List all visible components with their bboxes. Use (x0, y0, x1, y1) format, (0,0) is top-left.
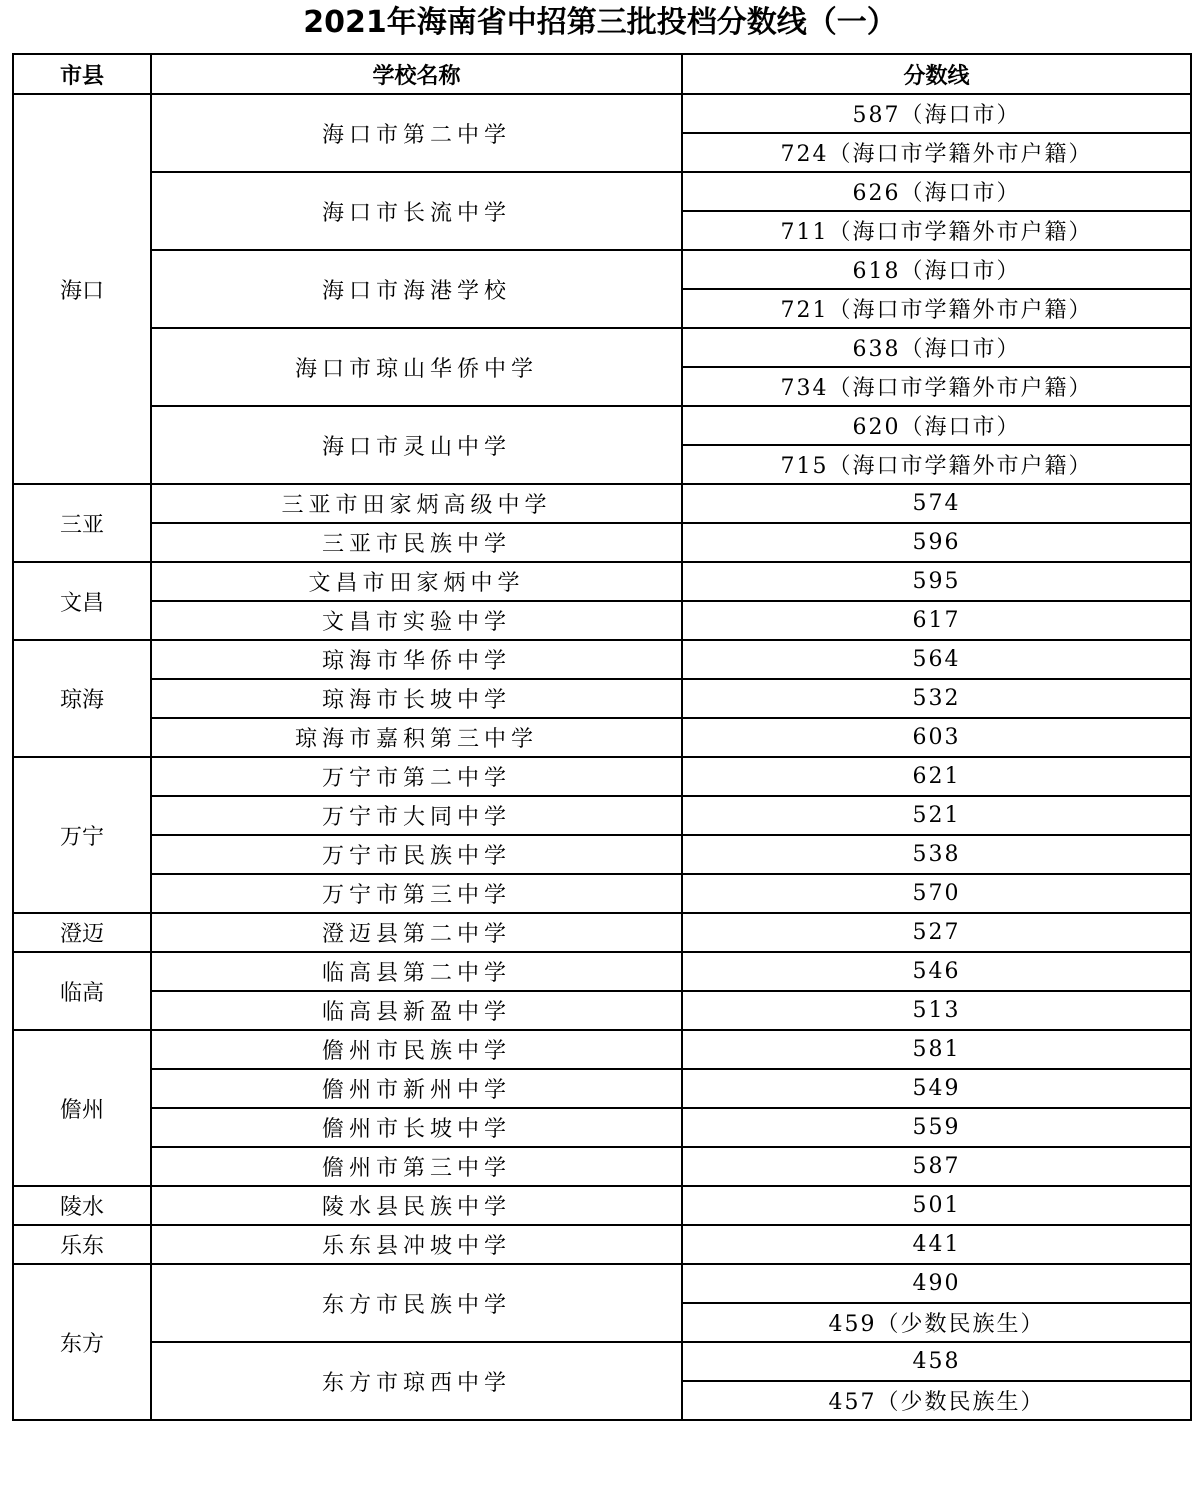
school-name-cell: 儋州市第三中学 (151, 1147, 682, 1186)
school-name-cell: 海口市第二中学 (151, 94, 682, 172)
city-cell: 海口 (13, 94, 151, 484)
table-row (13, 94, 1191, 133)
school-name-cell: 海口市长流中学 (151, 172, 682, 250)
table-row (13, 1147, 1191, 1186)
score-cell: 490 (682, 1264, 1191, 1303)
table-row (13, 1069, 1191, 1108)
table-row (13, 718, 1191, 757)
city-cell: 乐东 (13, 1225, 151, 1264)
score-cell: 603 (682, 718, 1191, 757)
table-header-row (13, 54, 1191, 94)
school-name-cell: 海口市灵山中学 (151, 406, 682, 484)
school-name-cell: 临高县第二中学 (151, 952, 682, 991)
school-name-cell: 琼海市嘉积第三中学 (151, 718, 682, 757)
score-cell: 574 (682, 484, 1191, 523)
score-cell: 724（海口市学籍外市户籍） (682, 133, 1191, 172)
score-cell: 626（海口市） (682, 172, 1191, 211)
school-name-cell: 三亚市民族中学 (151, 523, 682, 562)
city-cell: 三亚 (13, 484, 151, 562)
score-cell: 513 (682, 991, 1191, 1030)
school-name-cell: 琼海市长坡中学 (151, 679, 682, 718)
score-cell: 441 (682, 1225, 1191, 1264)
table-row (13, 250, 1191, 289)
score-cell: 538 (682, 835, 1191, 874)
score-cell: 501 (682, 1186, 1191, 1225)
table-row (13, 1264, 1191, 1303)
table-row (13, 1108, 1191, 1147)
school-name-cell: 海口市琼山华侨中学 (151, 328, 682, 406)
table-row (13, 679, 1191, 718)
score-cell: 527 (682, 913, 1191, 952)
score-cell: 459（少数民族生） (682, 1303, 1191, 1342)
table-row (13, 640, 1191, 679)
school-name-cell: 陵水县民族中学 (151, 1186, 682, 1225)
school-name-cell: 万宁市第二中学 (151, 757, 682, 796)
school-name-cell: 东方市民族中学 (151, 1264, 682, 1342)
table-row (13, 484, 1191, 523)
city-cell: 琼海 (13, 640, 151, 757)
city-cell: 临高 (13, 952, 151, 1030)
school-name-cell: 海口市海港学校 (151, 250, 682, 328)
score-cell: 618（海口市） (682, 250, 1191, 289)
school-name-cell: 琼海市华侨中学 (151, 640, 682, 679)
table-row (13, 406, 1191, 445)
score-cell: 559 (682, 1108, 1191, 1147)
score-cell: 570 (682, 874, 1191, 913)
table-row (13, 991, 1191, 1030)
score-cell: 587（海口市） (682, 94, 1191, 133)
table-row (13, 523, 1191, 562)
table-row (13, 1186, 1191, 1225)
score-cell: 458 (682, 1342, 1191, 1381)
score-cell: 734（海口市学籍外市户籍） (682, 367, 1191, 406)
table-row (13, 1225, 1191, 1264)
city-cell: 澄迈 (13, 913, 151, 952)
score-table (12, 53, 1192, 1421)
score-cell: 546 (682, 952, 1191, 991)
city-cell: 东方 (13, 1264, 151, 1420)
score-cell: 721（海口市学籍外市户籍） (682, 289, 1191, 328)
table-row (13, 796, 1191, 835)
score-cell: 617 (682, 601, 1191, 640)
table-body (13, 94, 1191, 1420)
table-row (13, 1342, 1191, 1381)
score-cell: 596 (682, 523, 1191, 562)
school-name-cell: 文昌市实验中学 (151, 601, 682, 640)
school-name-cell: 儋州市长坡中学 (151, 1108, 682, 1147)
school-name-cell: 文昌市田家炳中学 (151, 562, 682, 601)
score-cell: 638（海口市） (682, 328, 1191, 367)
school-name-cell: 澄迈县第二中学 (151, 913, 682, 952)
score-cell: 595 (682, 562, 1191, 601)
school-name-cell: 东方市琼西中学 (151, 1342, 682, 1420)
school-name-cell: 万宁市民族中学 (151, 835, 682, 874)
score-cell: 521 (682, 796, 1191, 835)
school-name-cell: 万宁市第三中学 (151, 874, 682, 913)
score-cell: 711（海口市学籍外市户籍） (682, 211, 1191, 250)
table-row (13, 757, 1191, 796)
score-cell: 564 (682, 640, 1191, 679)
table-row (13, 172, 1191, 211)
school-name-cell: 万宁市大同中学 (151, 796, 682, 835)
score-cell: 621 (682, 757, 1191, 796)
score-cell: 549 (682, 1069, 1191, 1108)
city-cell: 文昌 (13, 562, 151, 640)
score-cell: 715（海口市学籍外市户籍） (682, 445, 1191, 484)
school-name-cell: 儋州市新州中学 (151, 1069, 682, 1108)
city-cell: 陵水 (13, 1186, 151, 1225)
table-row (13, 874, 1191, 913)
header-city: 市县 (13, 54, 151, 94)
school-name-cell: 乐东县冲坡中学 (151, 1225, 682, 1264)
score-cell: 587 (682, 1147, 1191, 1186)
score-cell: 532 (682, 679, 1191, 718)
table-row (13, 328, 1191, 367)
city-cell: 儋州 (13, 1030, 151, 1186)
page-title: 2021年海南省中招第三批投档分数线（一） (303, 5, 897, 40)
table-row (13, 601, 1191, 640)
header-school: 学校名称 (151, 54, 682, 94)
score-cell: 457（少数民族生） (682, 1381, 1191, 1420)
school-name-cell: 临高县新盈中学 (151, 991, 682, 1030)
city-cell: 万宁 (13, 757, 151, 913)
score-cell: 620（海口市） (682, 406, 1191, 445)
score-cell: 581 (682, 1030, 1191, 1069)
table-row (13, 1030, 1191, 1069)
header-score: 分数线 (682, 54, 1191, 94)
table-row (13, 562, 1191, 601)
table-row (13, 835, 1191, 874)
table-row (13, 913, 1191, 952)
school-name-cell: 三亚市田家炳高级中学 (151, 484, 682, 523)
table-row (13, 952, 1191, 991)
school-name-cell: 儋州市民族中学 (151, 1030, 682, 1069)
